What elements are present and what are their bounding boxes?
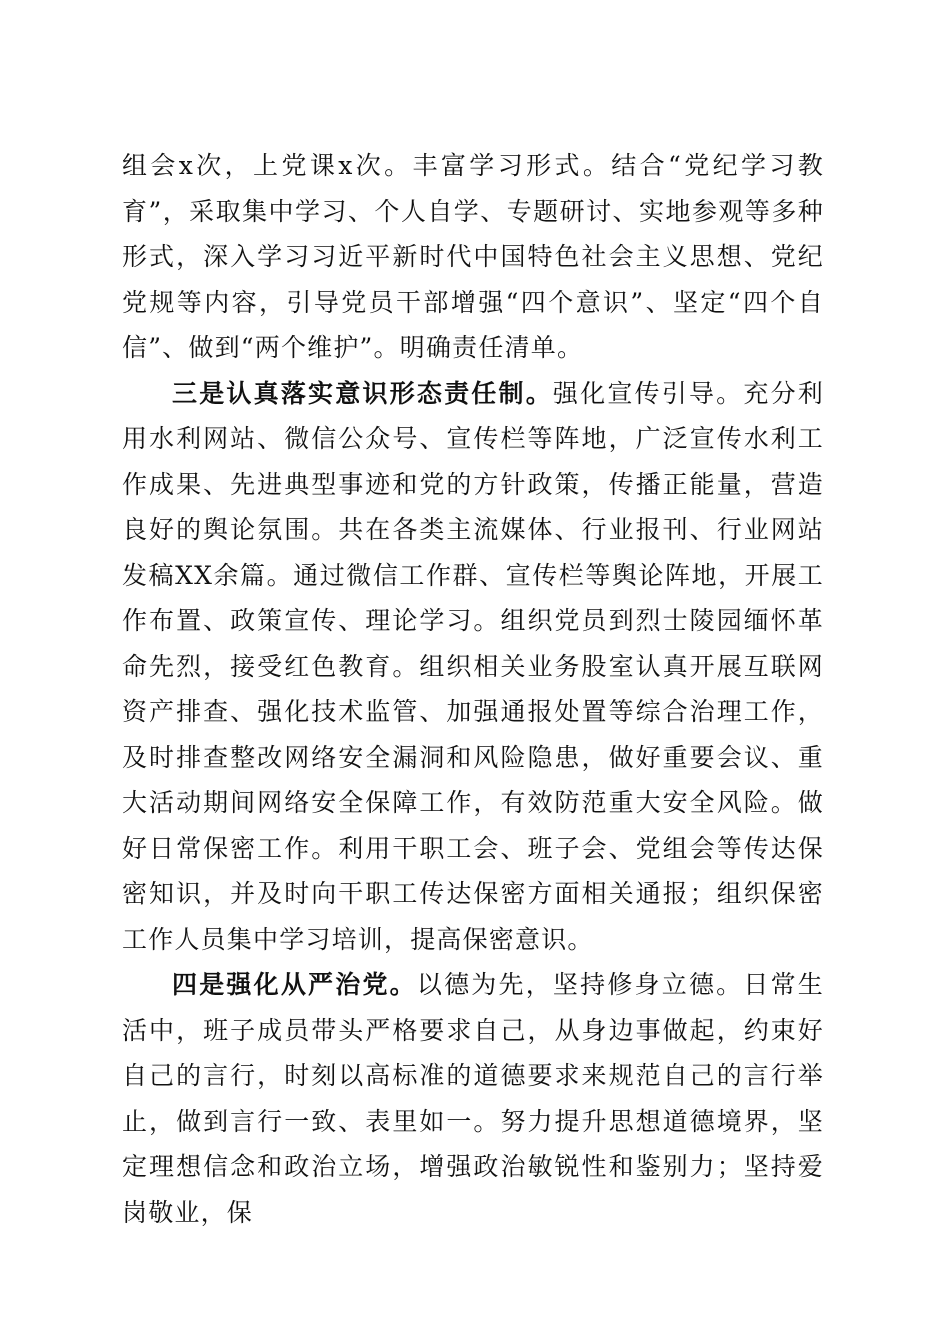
paragraph-3 [122,962,824,1235]
paragraph-lead: 三是认真落实意识形态责任制。 [172,378,553,408]
paragraph-2 [122,371,824,963]
paragraph-text: 组会x次，上党课x次。丰富学习形式。结合“党纪学习教育”，采取集中学习、个人自学、专题研讨、实地参观等多种形式，深入学习习近平新时代中国特色社会主义思想、党纪党规等内容，引导党员干部增强“四个意识”、坚定“四个自信”、做到“两个维护”。明确责任清单。 [122,151,824,362]
paragraph-text: 以德为先，坚持修身立德。日常生活中，班子成员带头严格要求自己，从身边事做起，约束好自己的言行，时刻以高标准的道德要求来规范自己的言行举止，做到言行一致、表里如一。努力提升思想道德境界，坚定理想信念和政治立场，增强政治敏锐性和鉴别力；坚持爱岗敬业，保 [122,970,824,1227]
document-body [122,143,824,1235]
paragraph-text: 强化宣传引导。充分利用水利网站、微信公众号、宣传栏等阵地，广泛宣传水利工作成果、先进典型事迹和党的方针政策，传播正能量，营造良好的舆论氛围。共在各类主流媒体、行业报刊、行业网站发稿XX余篇。通过微信工作群、宣传栏等舆论阵地，开展工作布置、政策宣传、理论学习。组织党员到烈士陵园缅怀革命先烈，接受红色教育。组织相关业务股室认真开展互联网资产排查、强化技术监管、加强通报处置等综合治理工作，及时排查整改网络安全漏洞和风险隐患，做好重要会议、重大活动期间网络安全保障工作，有效防范重大安全风险。做好日常保密工作。利用干职工会、班子会、党组会等传达保密知识，并及时向干职工传达保密方面相关通报；组织保密工作人员集中学习培训，提高保密意识。 [122,378,824,954]
paragraph-lead: 四是强化从严治党。 [172,970,417,999]
paragraph-1 [122,143,824,371]
